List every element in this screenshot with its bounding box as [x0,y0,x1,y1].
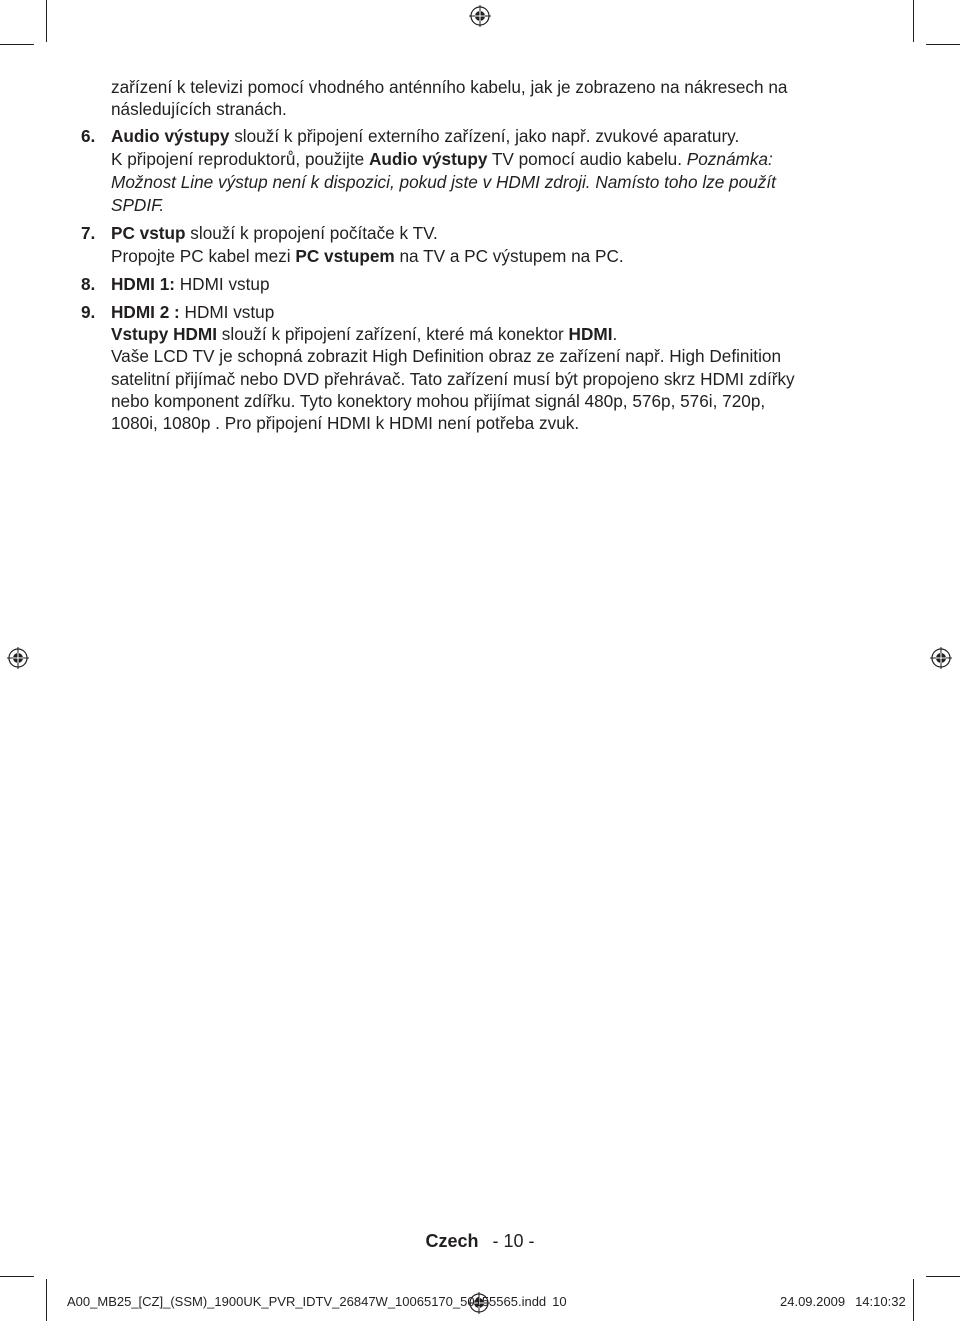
crop-mark-top-right-horizontal [926,44,960,45]
text-run: Vaše LCD TV je schopná zobrazit High Definition obraz ze zařízení např. High Definition [111,346,782,366]
registration-mark-icon [930,647,952,669]
crop-mark-top-right-vertical [913,0,914,42]
slug-filename: A00_MB25_[CZ]_(SSM)_1900UK_PVR_IDTV_26847W_10065170_50155565.indd [67,1294,547,1309]
text-run: 1080i, 1080p . Pro připojení HDMI k HDMI není potřeba zvuk. [111,413,580,433]
item-6-line [111,194,164,216]
text-run: . [612,324,618,344]
crop-mark-bottom-right-horizontal [926,1276,960,1277]
item-7-line [111,222,438,244]
item-9-line [111,368,795,390]
bold-term: HDMI [568,324,613,344]
note-text: Poznámka: [686,149,773,169]
text-run: satelitní přijímač nebo DVD přehrávač. Tato zařízení musí být propojeno skrz HDMI zdířky [111,369,795,389]
slug-date: 24.09.2009 [780,1294,846,1309]
item-9-line [111,412,579,434]
item-6-line [111,171,776,193]
text-run: nebo komponent zdířku. Tyto konektory mohou přijímat signál 480p, 576p, 576i, 720p, [111,391,766,411]
slug-page: 10 [552,1294,567,1309]
bold-term: Audio výstupy [368,149,488,169]
bold-term: Vstupy HDMI [111,324,217,344]
crop-mark-bottom-right-vertical [913,1279,914,1321]
bold-term: PC vstupem [295,246,395,266]
item-9-line [111,301,274,323]
registration-mark-icon [7,647,29,669]
bold-term: HDMI 2 : [111,302,180,322]
text-run: následujících stranách. [111,99,287,119]
text-run: slouží k připojení externího zařízení, jako např. zvukové aparatury. [229,126,740,146]
note-text: SPDIF. [111,195,165,215]
item-9-line [111,323,617,345]
item-9-line [111,390,765,412]
crop-mark-bottom-left-vertical [46,1279,47,1321]
item-number: 8. [81,274,96,294]
bold-term: Audio výstupy [111,126,230,146]
bold-term: PC vstup [111,223,186,243]
item-8-line [111,273,270,295]
slug-time: 14:10:32 [855,1294,906,1309]
text-run: HDMI vstup [174,274,270,294]
page-footer [0,1230,960,1252]
item-number: 7. [81,223,96,243]
text-run: TV pomocí audio kabelu. [487,149,687,169]
bold-term: HDMI 1: [111,274,175,294]
item-number: 9. [81,302,96,322]
note-text: Možnost Line výstup není k dispozici, pokud jste v HDMI zdroji. Namísto toho lze použít [111,172,776,192]
text-run: K připojení reproduktorů, použijte [111,149,369,169]
text-run: slouží k propojení počítače k TV. [185,223,438,243]
crop-mark-bottom-left-horizontal [0,1276,34,1277]
item-number: 6. [81,126,96,146]
intro-line [111,76,787,98]
item-6-line [111,125,739,147]
print-slug-timestamp [780,1294,906,1310]
item-9-line [111,345,781,367]
text-run: na TV a PC výstupem na PC. [394,246,624,266]
text-run: Propojte PC kabel mezi [111,246,296,266]
item-7-line [111,245,624,267]
footer-page-number: - 10 - [492,1231,535,1251]
registration-mark-icon [469,5,491,27]
footer-language: Czech [425,1231,479,1251]
crop-mark-top-left-vertical [46,0,47,42]
text-run: zařízení k televizi pomocí vhodného anténního kabelu, jak je zobrazeno na nákresech na [111,77,788,97]
print-slug-filename [67,1294,567,1310]
text-run: slouží k připojení zařízení, které má konektor [217,324,569,344]
item-6-line [111,148,773,170]
crop-mark-top-left-horizontal [0,44,34,45]
text-run: HDMI vstup [179,302,275,322]
intro-line [111,98,287,120]
